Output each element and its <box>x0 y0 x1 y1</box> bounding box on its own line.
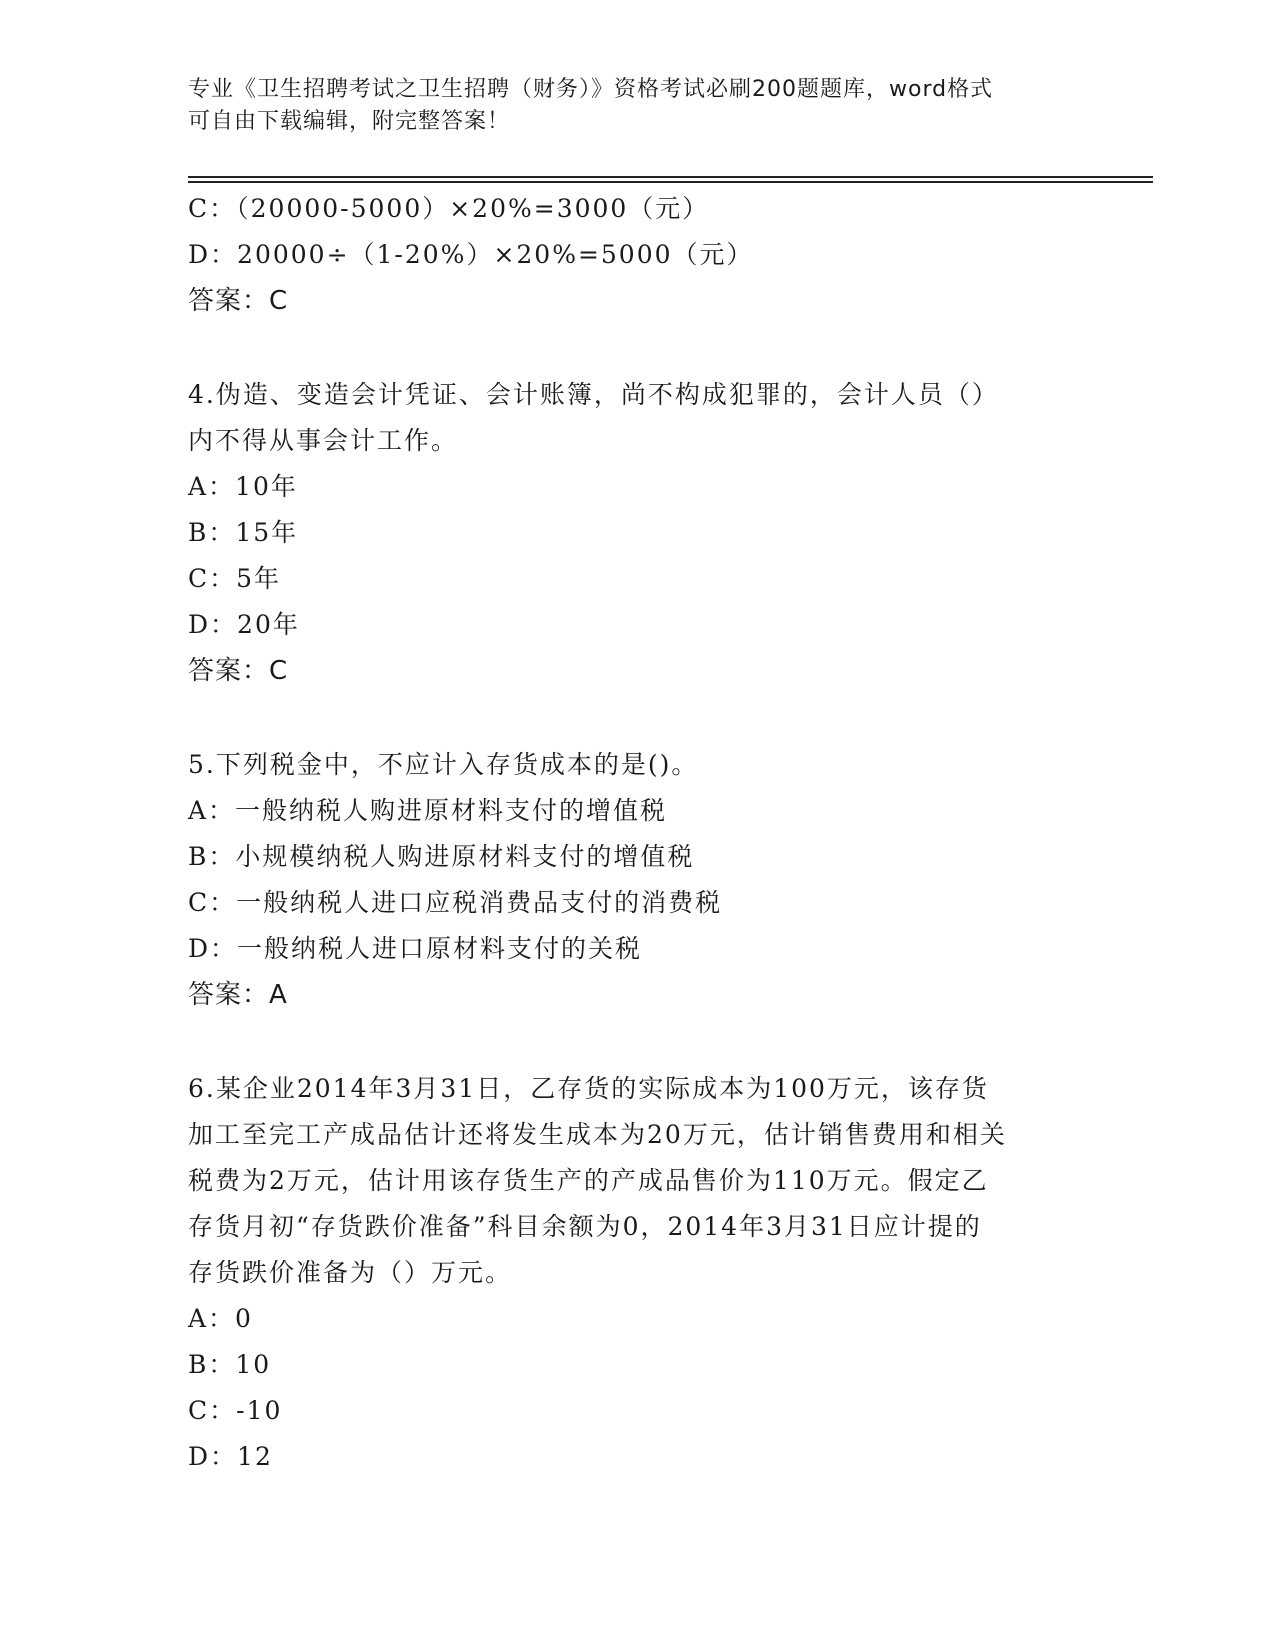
header-title-line-2: 可自由下载编辑，附完整答案！ <box>188 109 511 134</box>
q6-text-line-2: 加工至完工产成品估计还将发生成本为20万元，估计销售费用和相关 <box>188 1120 1007 1149</box>
q4-option-a: A：10年 <box>188 472 298 501</box>
q4-text-line-1: 4.伪造、变造会计凭证、会计账簿，尚不构成犯罪的，会计人员（） <box>188 380 999 409</box>
q6-text-line-3: 税费为2万元，估计用该存货生产的产成品售价为110万元。假定乙 <box>188 1166 989 1195</box>
question-5 <box>188 742 1088 1018</box>
q5-text: 5.下列税金中，不应计入存货成本的是()。 <box>188 750 699 779</box>
q5-option-b: B：小规模纳税人购进原材料支付的增值税 <box>188 842 695 871</box>
q5-option-c: C：一般纳税人进口应税消费品支付的消费税 <box>188 888 723 917</box>
q6-option-c: C：-10 <box>188 1396 283 1425</box>
question-content <box>188 186 1088 1480</box>
q5-option-a: A：一般纳税人购进原材料支付的增值税 <box>188 796 668 825</box>
q6-option-b: B：10 <box>188 1350 272 1379</box>
q6-text-line-4: 存货月初“存货跌价准备”科目余额为0，2014年3月31日应计提的 <box>188 1212 982 1241</box>
q4-option-c: C：5年 <box>188 564 282 593</box>
header-title-line-1: 专业《卫生招聘考试之卫生招聘（财务）》资格考试必刷200题题库，word格式 <box>188 77 994 102</box>
q5-answer: 答案：A <box>188 980 288 1010</box>
q6-option-a: A：0 <box>188 1304 253 1333</box>
header-divider-bottom <box>188 181 1153 183</box>
q3-option-c: C：（20000-5000）×20%=3000（元） <box>188 194 710 223</box>
q4-answer: 答案：C <box>188 656 289 686</box>
question-6 <box>188 1066 1088 1480</box>
question-4 <box>188 372 1088 694</box>
document-header <box>188 74 1068 138</box>
q3-option-d: D：20000÷（1-20%）×20%=5000（元） <box>188 240 754 269</box>
q6-text-line-5: 存货跌价准备为（）万元。 <box>188 1258 513 1287</box>
question-3-tail <box>188 186 1088 324</box>
q4-text-line-2: 内不得从事会计工作。 <box>188 426 459 455</box>
q6-option-d: D：12 <box>188 1442 273 1471</box>
header-divider-top <box>188 176 1153 178</box>
q3-answer: 答案：C <box>188 286 289 316</box>
q4-option-d: D：20年 <box>188 610 300 639</box>
q6-text-line-1: 6.某企业2014年3月31日，乙存货的实际成本为100万元，该存货 <box>188 1074 989 1103</box>
q4-option-b: B：15年 <box>188 518 299 547</box>
q5-option-d: D：一般纳税人进口原材料支付的关税 <box>188 934 643 963</box>
